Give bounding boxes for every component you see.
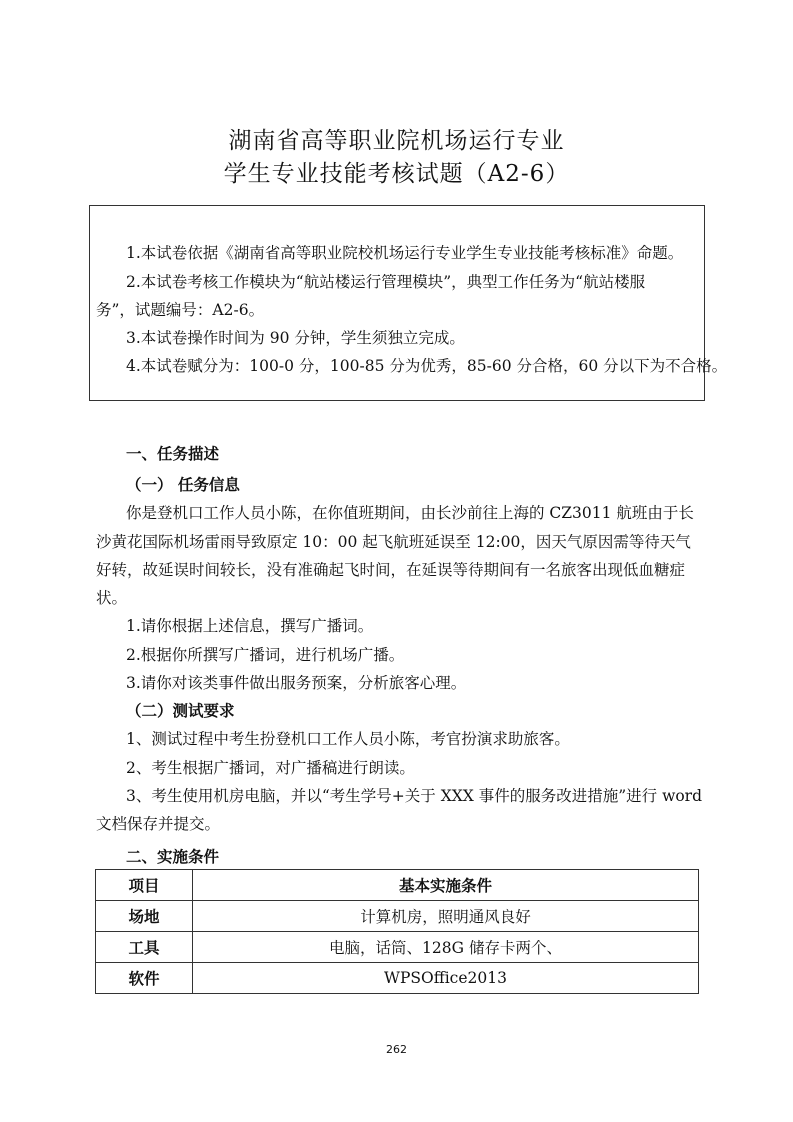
table-header-cell: 基本实施条件 (193, 870, 699, 901)
notice-item-2-line-2: 务”，试题编号：A2-6。 (96, 301, 265, 319)
table-cell-condition: WPSOffice2013 (193, 963, 699, 994)
exam-notice-box (89, 205, 728, 401)
section-2-heading: 二、实施条件 (126, 848, 220, 866)
table-cell-condition: 计算机房，照明通风良好 (193, 901, 699, 932)
subsection-2-heading: （二）测试要求 (126, 702, 235, 720)
notice-item-3: 3.本试卷操作时间为 90 分钟，学生须独立完成。 (126, 329, 465, 347)
table-row (96, 932, 699, 963)
page-number: 262 (386, 1043, 407, 1056)
requirement-2: 2、考生根据广播词，对广播稿进行朗读。 (126, 759, 415, 777)
table-header-row (96, 870, 699, 901)
task-description-line-4: 状。 (96, 589, 128, 607)
task-description-line-2: 沙黄花国际机场雷雨导致原定 10：00 起飞航班延误至 12:00，因天气原因需等待天气 (96, 533, 691, 551)
table-cell-item: 软件 (96, 963, 193, 994)
table-row (96, 963, 699, 994)
implementation-conditions-table (95, 869, 699, 994)
requirement-3-line-1: 3、考生使用机房电脑，并以“考生学号+关于 XXX 事件的服务改进措施”进行 word (126, 787, 703, 805)
table-cell-item: 工具 (96, 932, 193, 963)
requirement-1: 1、测试过程中考生扮登机口工作人员小陈，考官扮演求助旅客。 (126, 730, 570, 748)
table-cell-item: 场地 (96, 901, 193, 932)
table-row (96, 901, 699, 932)
title-line-2: 学生专业技能考核试题（A2-6） (223, 161, 570, 187)
notice-item-1: 1.本试卷依据《湖南省高等职业院校机场运行专业学生专业技能考核标准》命题。 (126, 244, 684, 262)
task-description-line-1: 你是登机口工作人员小陈，在你值班期间，由长沙前往上海的 CZ3011 航班由于长 (126, 504, 694, 522)
task-item-3: 3.请你对该类事件做出服务预案，分析旅客心理。 (126, 674, 467, 692)
table-cell-condition: 电脑，话筒、128G 储存卡两个、 (193, 932, 699, 963)
notice-item-2-line-1: 2.本试卷考核工作模块为“航站楼运行管理模块”，典型工作任务为“航站楼服 (126, 273, 646, 291)
subsection-1-heading: （一） 任务信息 (126, 476, 240, 494)
notice-item-4: 4.本试卷赋分为：100-0 分，100-85 分为优秀，85-60 分合格，60 分以下为不合格。 (126, 357, 728, 375)
table-header-cell: 项目 (96, 870, 193, 901)
section-1-heading: 一、任务描述 (126, 445, 220, 463)
task-description-line-3: 好转，故延误时间较长，没有准确起飞时间，在延误等待期间有一名旅客出现低血糖症 (96, 561, 686, 579)
title-line-1: 湖南省高等职业院机场运行专业 (228, 128, 565, 154)
task-item-1: 1.请你根据上述信息，撰写广播词。 (126, 617, 374, 635)
requirement-3-line-2: 文档保存并提交。 (96, 815, 221, 833)
task-item-2: 2.根据你所撰写广播词，进行机场广播。 (126, 646, 405, 664)
